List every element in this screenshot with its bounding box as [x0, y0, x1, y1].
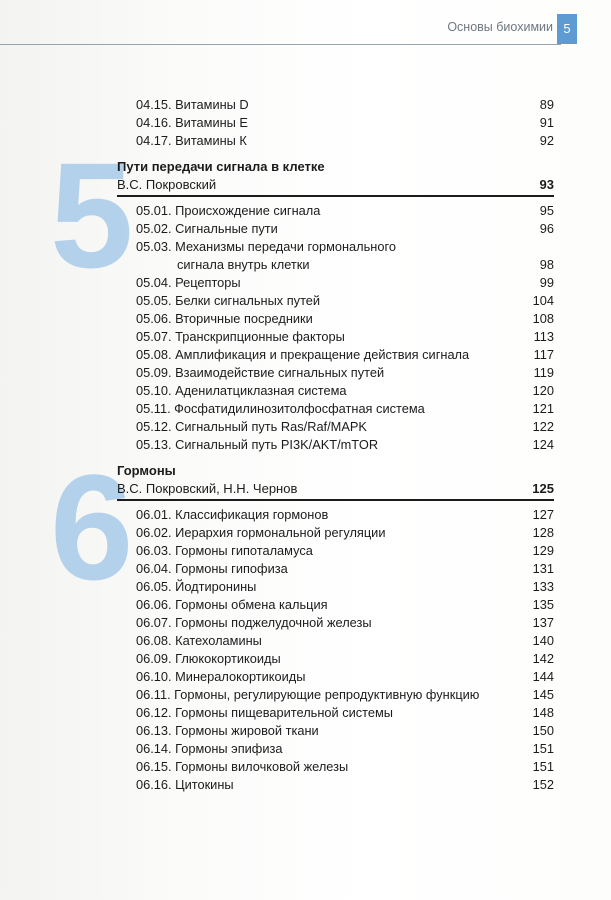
toc-entry[interactable]: [136, 561, 554, 576]
entry-title: 04.16. Витамины Е: [136, 115, 248, 130]
toc-entry[interactable]: [136, 705, 554, 720]
toc-entry[interactable]: [136, 759, 554, 774]
entry-page: 150: [532, 723, 554, 738]
entry-page: 152: [532, 777, 554, 792]
entry-title: 05.06. Вторичные посредники: [136, 311, 313, 326]
toc-entry[interactable]: [136, 507, 554, 522]
chapter-page: 125: [532, 481, 554, 496]
entry-title: 06.09. Глюкокортикоиды: [136, 651, 281, 666]
chapter-author-row[interactable]: [117, 177, 554, 197]
toc-entry[interactable]: [136, 383, 554, 398]
entry-page: 108: [532, 311, 554, 326]
entry-page: 144: [532, 669, 554, 684]
entry-page: 124: [532, 437, 554, 452]
toc-entry[interactable]: [136, 741, 554, 756]
chapter-title[interactable]: Пути передачи сигнала в клетке: [117, 159, 325, 174]
toc-entry[interactable]: [136, 239, 554, 254]
toc-entry[interactable]: [136, 525, 554, 540]
entry-title: 06.13. Гормоны жировой ткани: [136, 723, 319, 738]
toc-entry[interactable]: [136, 437, 554, 452]
entry-title: 04.15. Витамины D: [136, 97, 249, 112]
entry-page: 135: [532, 597, 554, 612]
entry-title: 05.03. Механизмы передачи гормонального: [136, 239, 396, 254]
entry-title: сигнала внутрь клетки: [177, 257, 310, 272]
chapter-author-row[interactable]: [117, 481, 554, 501]
entry-page: 133: [532, 579, 554, 594]
entry-page: 121: [532, 401, 554, 416]
entry-page: 122: [532, 419, 554, 434]
entry-title: 06.16. Цитокины: [136, 777, 234, 792]
entry-page: 148: [532, 705, 554, 720]
entry-title: 06.11. Гормоны, регулирующие репродуктивную функцию: [136, 687, 480, 702]
toc-entry-continuation[interactable]: [177, 257, 554, 272]
entry-title: 05.13. Сигнальный путь PI3K/AKT/mTOR: [136, 437, 379, 452]
chapter-author: В.С. Покровский, Н.Н. Чернов: [117, 481, 298, 496]
toc-entry[interactable]: [136, 293, 554, 308]
toc-entry[interactable]: [136, 597, 554, 612]
toc-entry[interactable]: [136, 777, 554, 792]
entry-title: 06.05. Йодтиронины: [136, 579, 257, 594]
running-header-title: Основы биохимии: [447, 20, 553, 34]
entry-title: 05.07. Транскрипционные факторы: [136, 329, 345, 344]
entry-page: 131: [532, 561, 554, 576]
entry-page: 140: [532, 633, 554, 648]
toc-entry[interactable]: [136, 633, 554, 648]
entry-title: 05.10. Аденилатциклазная система: [136, 383, 347, 398]
toc-entry[interactable]: [136, 329, 554, 344]
entry-page: 120: [532, 383, 554, 398]
chapter-6-number: 6: [50, 443, 134, 611]
chapter-author: В.С. Покровский: [117, 177, 217, 192]
toc-entry[interactable]: [136, 687, 554, 702]
entry-title: 05.11. Фосфатидилинозитолфосфатная система: [136, 401, 425, 416]
entry-page: 142: [532, 651, 554, 666]
entry-page: 99: [539, 275, 554, 290]
entry-title: 06.10. Минералокортикоиды: [136, 669, 306, 684]
entry-title: 05.09. Взаимодействие сигнальных путей: [136, 365, 385, 380]
entry-page: 89: [539, 97, 554, 112]
toc-entry[interactable]: [136, 669, 554, 684]
entry-page: 151: [532, 741, 554, 756]
entry-title: 04.17. Витамины К: [136, 133, 247, 148]
entry-title: 05.12. Сигнальный путь Ras/Raf/MAPK: [136, 419, 367, 434]
entry-title: 06.14. Гормоны эпифиза: [136, 741, 283, 756]
toc-entry[interactable]: [136, 311, 554, 326]
entry-page: 128: [532, 525, 554, 540]
toc-entry[interactable]: [136, 133, 554, 148]
entry-title: 06.15. Гормоны вилочковой железы: [136, 759, 349, 774]
toc-entry[interactable]: [136, 723, 554, 738]
toc-entry[interactable]: [136, 221, 554, 236]
chapter-title[interactable]: Гормоны: [117, 463, 176, 478]
entry-page: 151: [532, 759, 554, 774]
entry-title: 06.06. Гормоны обмена кальция: [136, 597, 328, 612]
entry-page: 98: [539, 257, 554, 272]
entry-title: 06.01. Классификация гормонов: [136, 507, 329, 522]
toc-entry[interactable]: [136, 365, 554, 380]
toc-entry[interactable]: [136, 651, 554, 666]
entry-title: 06.04. Гормоны гипофиза: [136, 561, 288, 576]
entry-page: 119: [533, 365, 554, 380]
entry-page: 117: [533, 347, 554, 362]
entry-page: 113: [533, 329, 554, 344]
toc-entry[interactable]: [136, 203, 554, 218]
toc-entry[interactable]: [136, 579, 554, 594]
entry-title: 06.12. Гормоны пищеварительной системы: [136, 705, 393, 720]
toc-entry[interactable]: [136, 347, 554, 362]
toc-entry[interactable]: [136, 615, 554, 630]
chapter-page: 93: [539, 177, 554, 192]
chapter-5-number: 5: [50, 131, 134, 299]
entry-page: 137: [532, 615, 554, 630]
entry-page: 127: [532, 507, 554, 522]
entry-page: 91: [539, 115, 554, 130]
toc-entry[interactable]: [136, 419, 554, 434]
entry-page: 96: [539, 221, 554, 236]
entry-title: 05.04. Рецепторы: [136, 275, 241, 290]
toc-entry[interactable]: [136, 97, 554, 112]
entry-page: 129: [532, 543, 554, 558]
page-number-badge: 5: [557, 14, 577, 44]
entry-title: 05.01. Происхождение сигнала: [136, 203, 321, 218]
entry-page: 145: [532, 687, 554, 702]
entry-title: 06.07. Гормоны поджелудочной железы: [136, 615, 372, 630]
toc-entry[interactable]: [136, 401, 554, 416]
entry-page: 104: [532, 293, 554, 308]
entry-page: 92: [539, 133, 554, 148]
toc-entry[interactable]: [136, 115, 554, 130]
toc-entry[interactable]: [136, 275, 554, 290]
entry-title: 06.02. Иерархия гормональной регуляции: [136, 525, 386, 540]
entry-title: 06.03. Гормоны гипоталамуса: [136, 543, 313, 558]
toc-entry[interactable]: [136, 543, 554, 558]
entry-title: 05.02. Сигнальные пути: [136, 221, 278, 236]
entry-title: 05.05. Белки сигнальных путей: [136, 293, 321, 308]
entry-title: 06.08. Катехоламины: [136, 633, 262, 648]
entry-title: 05.08. Амплификация и прекращение действия сигнала: [136, 347, 470, 362]
entry-page: 95: [539, 203, 554, 218]
